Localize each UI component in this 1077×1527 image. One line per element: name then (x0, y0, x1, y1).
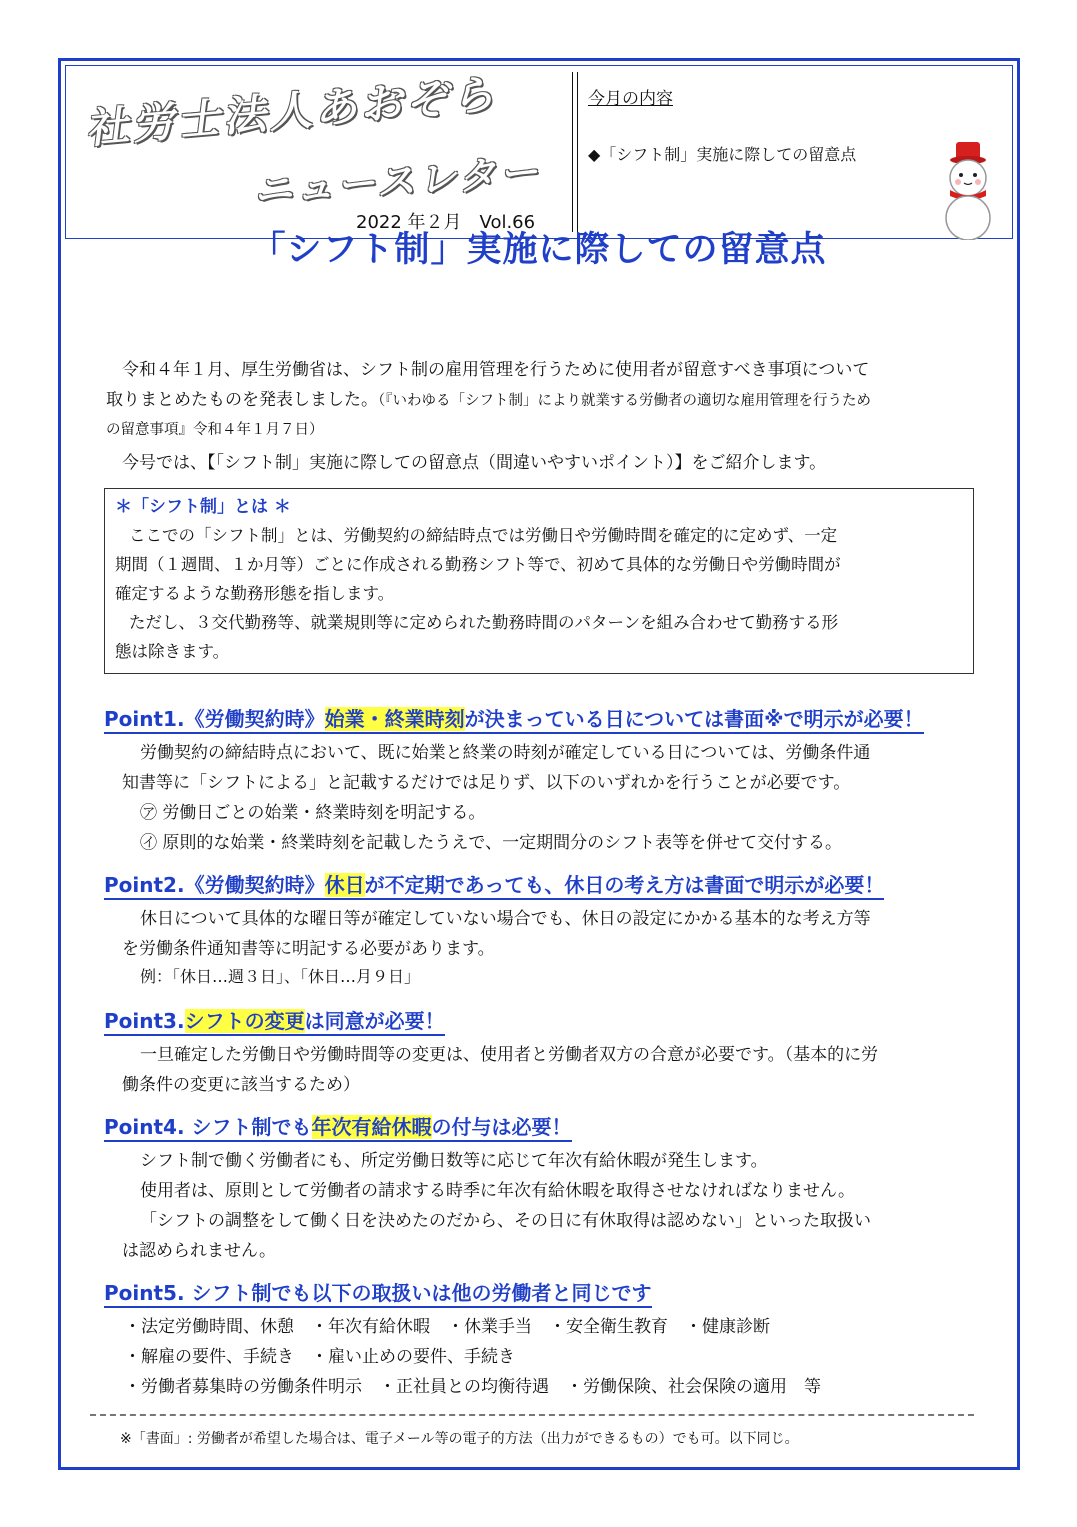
definition-line: ただし、３交代勤務等、就業規則等に定められた勤務時間のパターンを組み合わせて勤務する形 (129, 613, 839, 632)
definition-line: 態は除きます。 (115, 642, 230, 661)
brand-title: 社労士法人あおぞら (86, 68, 504, 154)
point-5-line: ・解雇の要件、手続き ・雇い止めの要件、手続き (124, 1347, 515, 1367)
brand-subtitle: ニュースレター (253, 149, 548, 214)
point-1-line: ㋐ 労働日ごとの始業・終業時刻を明記する。 (140, 803, 486, 823)
definition-title: ＊「シフト制」とは ＊ (115, 497, 291, 517)
intro-line-2 (106, 385, 871, 410)
point-heading-post: が決まっている日については書面※で明示が必要！ (464, 707, 924, 731)
point-4-line: は認められません。 (122, 1241, 277, 1261)
point-3-line: 一旦確定した労働日や労働時間等の変更は、使用者と労働者双方の合意が必要です。（基本的に労 (140, 1045, 879, 1065)
point-heading-highlight: 年次有給休暇 (311, 1115, 432, 1139)
point-heading-highlight: 休日 (324, 873, 365, 897)
main-title: 「シフト制」実施に際しての留意点 (250, 230, 827, 270)
point-heading-post: の付与は必要！ (431, 1115, 572, 1139)
point-3-heading (104, 1008, 445, 1036)
header-divider (572, 72, 578, 232)
newsletter-header (65, 65, 1013, 239)
point-heading-post: は同意が必要！ (304, 1009, 445, 1033)
point-5-line: ・法定労働時間、休憩 ・年次有給休暇 ・休業手当 ・安全衛生教育 ・健康診断 (124, 1317, 770, 1337)
point-4-line: 使用者は、原則として労働者の請求する時季に年次有給休暇を取得させなければなりません。 (140, 1181, 856, 1201)
point-heading-highlight: シフトの変更 (184, 1009, 305, 1033)
definition-line: 期間（１週間、１か月等）ごとに作成される勤務シフト等で、初めて具体的な労働日や労働時間が (115, 555, 841, 574)
footnote: ※「書面」: 労働者が希望した場合は、電子メール等の電子的方法（出力ができるもの）でも可。以下同じ。 (120, 1431, 799, 1447)
definition-box (104, 488, 974, 674)
point-3-line: 働条件の変更に該当するため） (122, 1075, 360, 1095)
point-2-heading (104, 872, 884, 900)
intro-line-4: 今号では、【「シフト制」実施に際しての留意点（間違いやすいポイント）】をご紹介します。 (122, 453, 827, 473)
point-2-line: を労働条件通知書等に明記する必要があります。 (122, 939, 495, 959)
definition-line: ここでの「シフト制」とは、労働契約の締結時点では労働日や労働時間を確定的に定めず、一定 (129, 526, 838, 545)
point-1-line: 労働契約の締結時点において、既に始業と終業の時刻が確定している日については、労働条件通 (140, 743, 871, 763)
point-4-line: 「シフトの調整をして働く日を決めたのだから、その日に有休取得は認めない」といった取扱い (140, 1211, 871, 1231)
point-heading-pre: Point2.《労働契約時》 (104, 873, 325, 897)
point-5-heading (104, 1280, 652, 1308)
point-1-line: ㋑ 原則的な始業・終業時刻を記載したうえで、一定期間分のシフト表等を併せて交付する。 (140, 833, 843, 853)
point-2-line: 休日について具体的な曜日等が確定していない場合でも、休日の設定にかかる基本的な考え方等 (140, 909, 871, 929)
intro-line-2b: （『いわゆる「シフト制」により就業する労働者の適切な雇用管理を行うため (378, 393, 871, 409)
point-4-line: シフト制で働く労働者にも、所定労働日数等に応じて年次有給休暇が発生します。 (140, 1151, 768, 1171)
point-heading-pre: Point3. (104, 1009, 185, 1033)
point-heading-post: が不定期であっても、休日の考え方は書面で明示が必要！ (364, 873, 885, 897)
intro-line-1: 令和４年１月、厚生労働省は、シフト制の雇用管理を行うために使用者が留意すべき事項について (122, 360, 870, 380)
issue-info: 2022 年２月 Vol.66 (356, 212, 536, 233)
point-heading-pre: Point1.《労働契約時》 (104, 707, 325, 731)
point-heading-highlight: 始業・終業時刻 (324, 707, 465, 731)
toc-title: 今月の内容 (588, 89, 673, 109)
footnote-divider (90, 1414, 974, 1416)
point-2-line: 例：「休日…週３日」、「休日…月９日」 (140, 967, 421, 986)
toc-item: ◆「シフト制」実施に際しての留意点 (588, 145, 857, 164)
point-heading-pre: Point4. シフト制でも (104, 1115, 312, 1139)
point-1-heading (104, 706, 924, 734)
newsletter-brand (73, 68, 598, 215)
point-4-heading (104, 1114, 572, 1142)
intro-line-3: の留意事項』令和４年１月７日） (106, 422, 324, 438)
point-heading-pre: Point5. シフト制でも以下の取扱いは他の労働者と同じです (104, 1281, 652, 1305)
definition-line: 確定するような勤務形態を指します。 (115, 584, 395, 603)
point-5-line: ・労働者募集時の労働条件明示 ・正社員との均衡待遇 ・労働保険、社会保険の適用 等 (124, 1377, 821, 1397)
intro-line-2a: 取りまとめたものを発表しました。 (106, 390, 378, 410)
point-1-line: 知書等に「シフトによる」と記載するだけでは足りず、以下のいずれかを行うことが必要です。 (122, 773, 851, 793)
